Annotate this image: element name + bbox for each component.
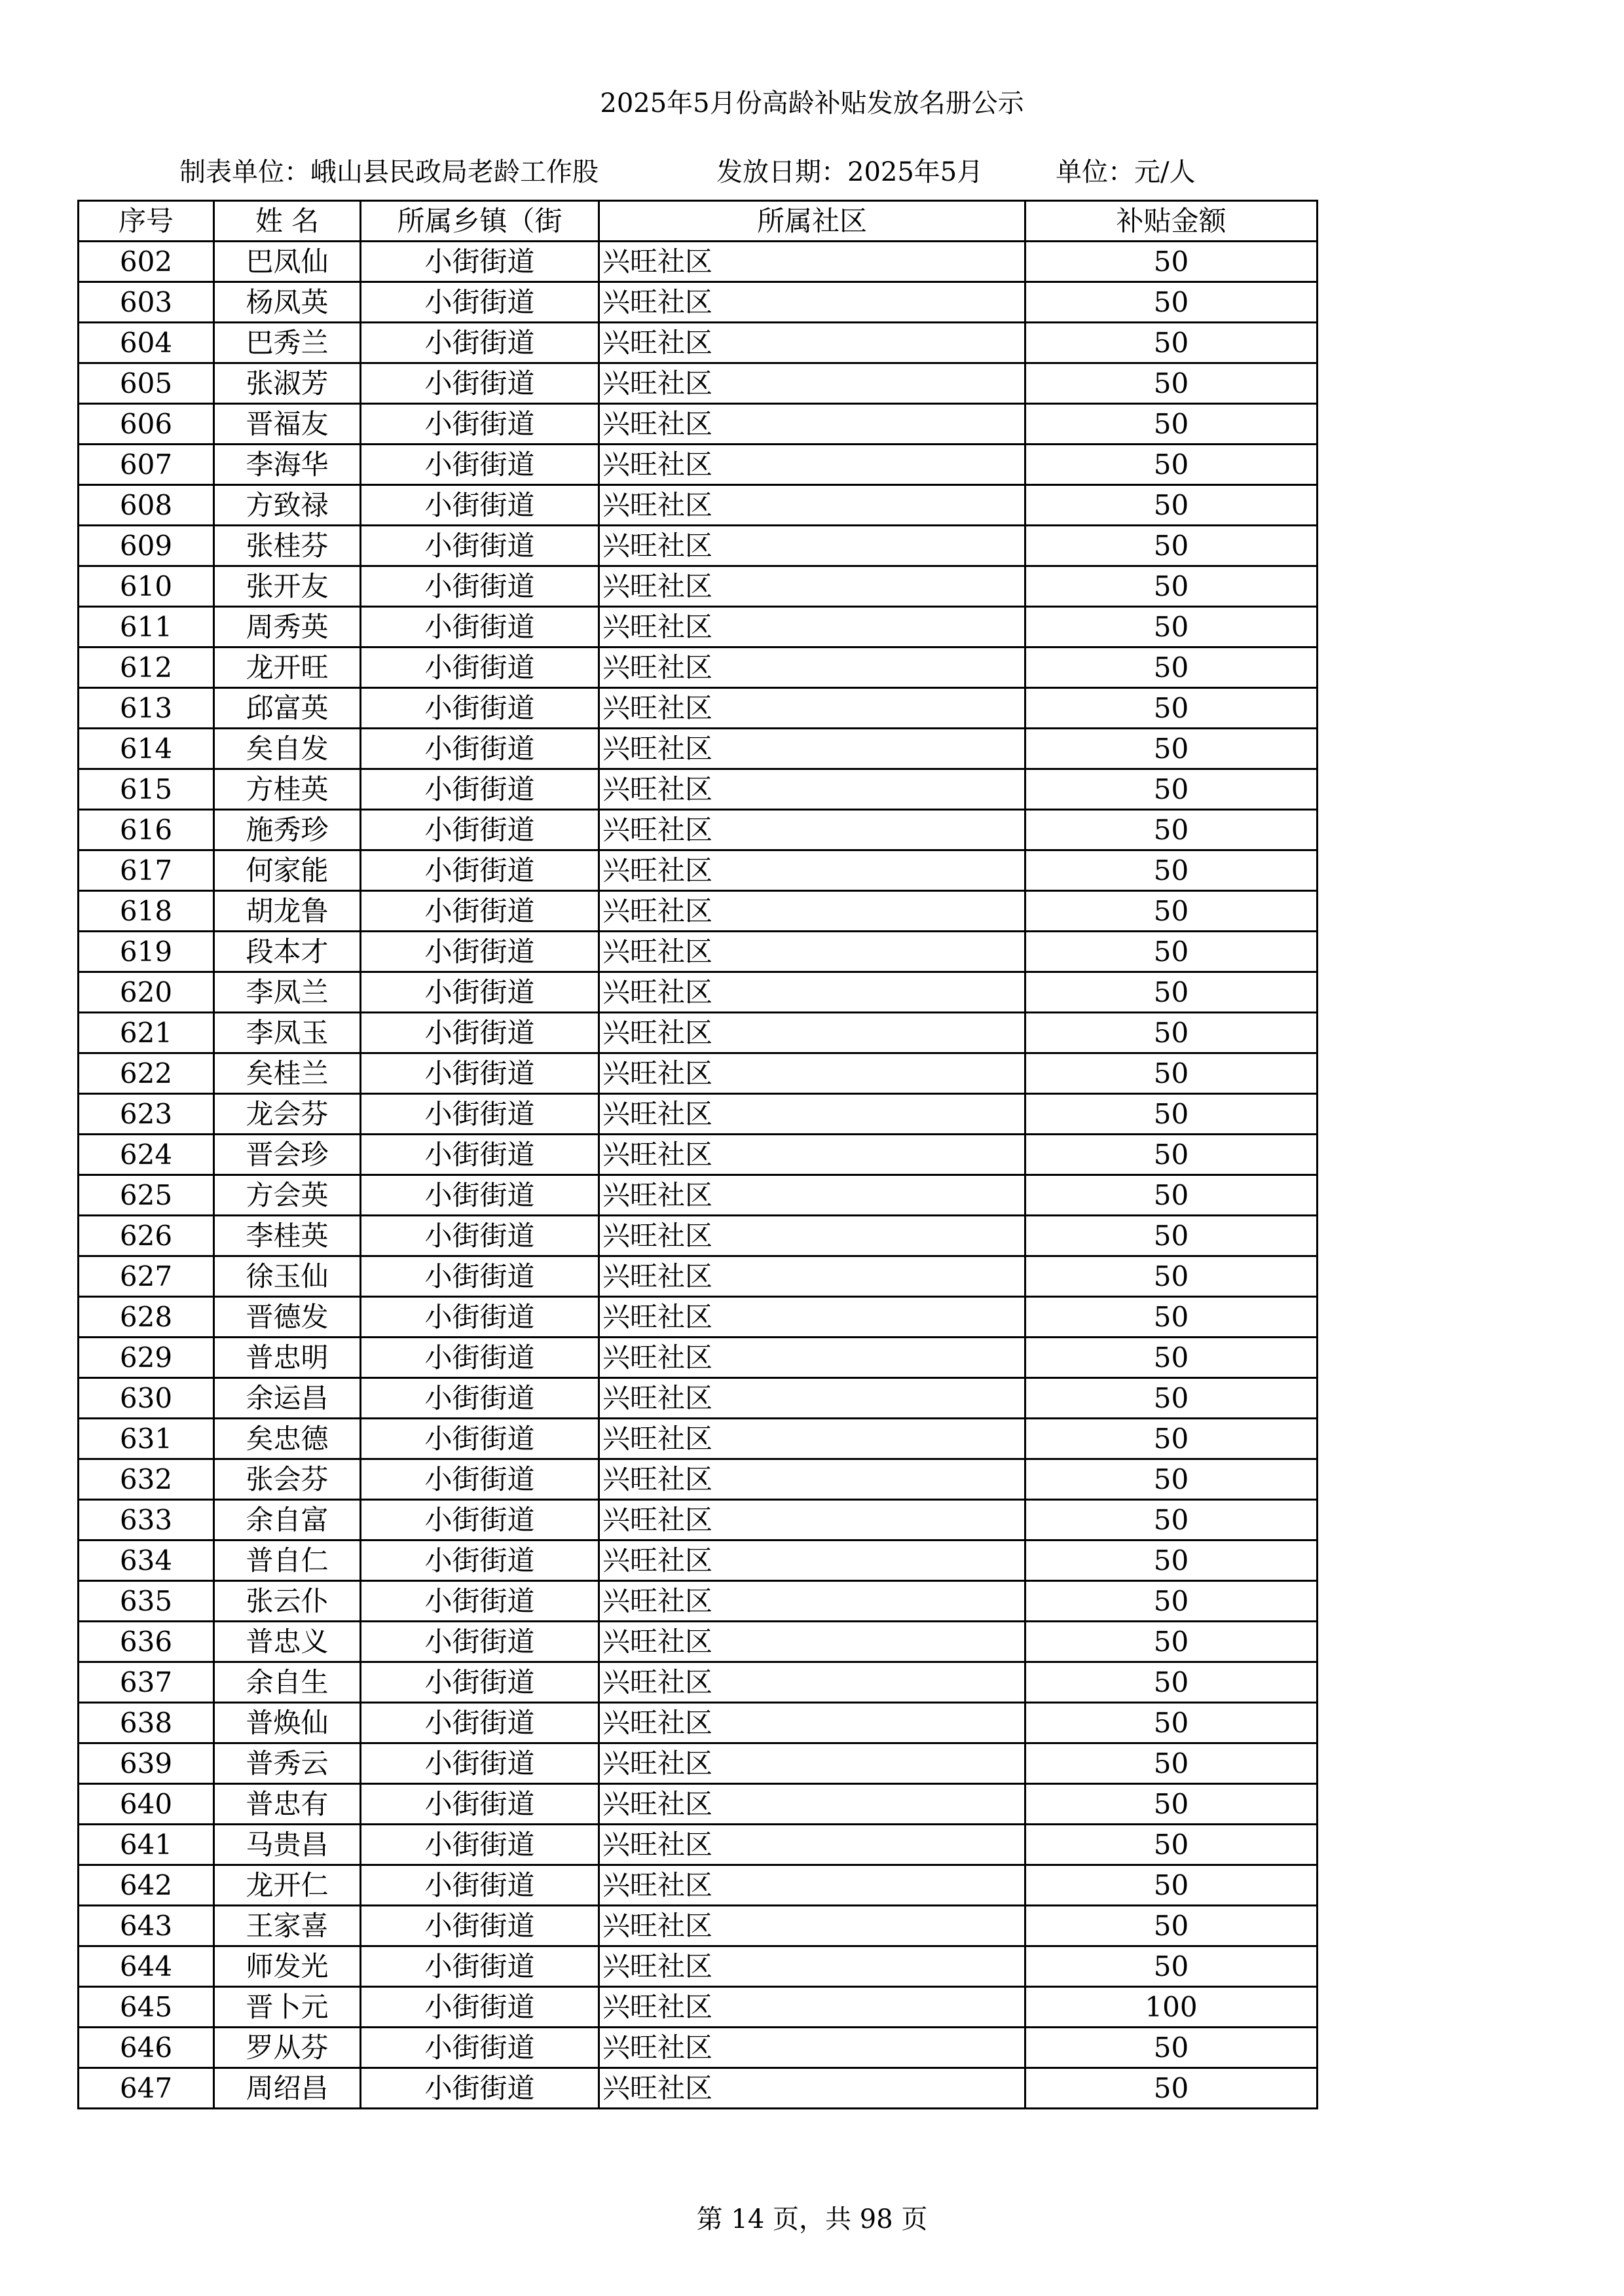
cell-serial-number: 612 — [79, 647, 214, 688]
cell-township: 小街街道 — [361, 1906, 599, 1946]
cell-serial-number: 623 — [79, 1094, 214, 1135]
cell-subsidy-amount: 50 — [1025, 850, 1318, 891]
cell-township: 小街街道 — [361, 1013, 599, 1053]
table-row — [79, 688, 1318, 729]
table-row — [79, 1865, 1318, 1906]
cell-township: 小街街道 — [361, 1419, 599, 1459]
table-row — [79, 242, 1318, 282]
cell-name: 巴凤仙 — [214, 242, 361, 282]
table-row — [79, 1743, 1318, 1784]
cell-subsidy-amount: 50 — [1025, 972, 1318, 1013]
cell-subsidy-amount: 50 — [1025, 1622, 1318, 1662]
cell-serial-number: 602 — [79, 242, 214, 282]
table-row — [79, 1946, 1318, 1987]
cell-name: 何家能 — [214, 850, 361, 891]
cell-serial-number: 619 — [79, 932, 214, 972]
cell-community: 兴旺社区 — [599, 323, 1025, 363]
cell-subsidy-amount: 50 — [1025, 1135, 1318, 1175]
cell-serial-number: 630 — [79, 1378, 214, 1419]
cell-community: 兴旺社区 — [599, 1459, 1025, 1500]
currency-unit: 单位：元/人 — [1056, 157, 1196, 187]
cell-township: 小街街道 — [361, 1500, 599, 1540]
cell-name: 矣忠德 — [214, 1419, 361, 1459]
cell-subsidy-amount: 50 — [1025, 1540, 1318, 1581]
cell-name: 晋德发 — [214, 1297, 361, 1338]
cell-subsidy-amount: 50 — [1025, 445, 1318, 485]
cell-name: 师发光 — [214, 1946, 361, 1987]
cell-name: 普秀云 — [214, 1743, 361, 1784]
cell-township: 小街街道 — [361, 445, 599, 485]
cell-name: 余运昌 — [214, 1378, 361, 1419]
cell-township: 小街街道 — [361, 1581, 599, 1622]
table-row — [79, 1825, 1318, 1865]
cell-subsidy-amount: 50 — [1025, 932, 1318, 972]
cell-serial-number: 633 — [79, 1500, 214, 1540]
cell-serial-number: 646 — [79, 2028, 214, 2068]
cell-serial-number: 644 — [79, 1946, 214, 1987]
cell-community: 兴旺社区 — [599, 1622, 1025, 1662]
cell-community: 兴旺社区 — [599, 242, 1025, 282]
cell-name: 马贵昌 — [214, 1825, 361, 1865]
cell-community: 兴旺社区 — [599, 282, 1025, 323]
cell-community: 兴旺社区 — [599, 1216, 1025, 1256]
table-row — [79, 850, 1318, 891]
cell-community: 兴旺社区 — [599, 1256, 1025, 1297]
cell-township: 小街街道 — [361, 1825, 599, 1865]
cell-name: 李凤兰 — [214, 972, 361, 1013]
cell-township: 小街街道 — [361, 1053, 599, 1094]
table-row — [79, 323, 1318, 363]
cell-serial-number: 613 — [79, 688, 214, 729]
cell-township: 小街街道 — [361, 1094, 599, 1135]
table-row — [79, 1987, 1318, 2028]
cell-name: 王家喜 — [214, 1906, 361, 1946]
cell-community: 兴旺社区 — [599, 1784, 1025, 1825]
cell-name: 余自富 — [214, 1500, 361, 1540]
cell-serial-number: 607 — [79, 445, 214, 485]
cell-township: 小街街道 — [361, 404, 599, 445]
cell-subsidy-amount: 50 — [1025, 526, 1318, 566]
header-community: 所属社区 — [599, 201, 1025, 242]
table-row — [79, 566, 1318, 607]
cell-community: 兴旺社区 — [599, 810, 1025, 850]
cell-name: 矣自发 — [214, 729, 361, 769]
table-row — [79, 445, 1318, 485]
cell-township: 小街街道 — [361, 1865, 599, 1906]
cell-township: 小街街道 — [361, 1662, 599, 1703]
cell-serial-number: 632 — [79, 1459, 214, 1500]
table-row — [79, 810, 1318, 850]
table-row — [79, 1216, 1318, 1256]
cell-township: 小街街道 — [361, 242, 599, 282]
cell-subsidy-amount: 50 — [1025, 1743, 1318, 1784]
cell-name: 龙开旺 — [214, 647, 361, 688]
cell-subsidy-amount: 50 — [1025, 1825, 1318, 1865]
cell-subsidy-amount: 50 — [1025, 242, 1318, 282]
cell-township: 小街街道 — [361, 1703, 599, 1743]
cell-name: 方会英 — [214, 1175, 361, 1216]
cell-township: 小街街道 — [361, 810, 599, 850]
cell-subsidy-amount: 50 — [1025, 566, 1318, 607]
table-row — [79, 1256, 1318, 1297]
cell-township: 小街街道 — [361, 1338, 599, 1378]
cell-name: 胡龙鲁 — [214, 891, 361, 932]
cell-serial-number: 640 — [79, 1784, 214, 1825]
table-row — [79, 485, 1318, 526]
table-row — [79, 282, 1318, 323]
cell-serial-number: 608 — [79, 485, 214, 526]
table-row — [79, 1053, 1318, 1094]
cell-community: 兴旺社区 — [599, 445, 1025, 485]
cell-subsidy-amount: 50 — [1025, 1662, 1318, 1703]
cell-community: 兴旺社区 — [599, 1906, 1025, 1946]
cell-subsidy-amount: 50 — [1025, 1906, 1318, 1946]
cell-subsidy-amount: 50 — [1025, 891, 1318, 932]
cell-township: 小街街道 — [361, 647, 599, 688]
table-row — [79, 1378, 1318, 1419]
table-row — [79, 647, 1318, 688]
cell-name: 张会芬 — [214, 1459, 361, 1500]
cell-serial-number: 629 — [79, 1338, 214, 1378]
table-row — [79, 1703, 1318, 1743]
table-row — [79, 1500, 1318, 1540]
cell-township: 小街街道 — [361, 1135, 599, 1175]
cell-subsidy-amount: 50 — [1025, 1865, 1318, 1906]
cell-serial-number: 634 — [79, 1540, 214, 1581]
cell-serial-number: 611 — [79, 607, 214, 647]
cell-township: 小街街道 — [361, 972, 599, 1013]
cell-serial-number: 618 — [79, 891, 214, 932]
cell-subsidy-amount: 50 — [1025, 323, 1318, 363]
cell-township: 小街街道 — [361, 607, 599, 647]
cell-name: 施秀珍 — [214, 810, 361, 850]
table-row — [79, 363, 1318, 404]
cell-community: 兴旺社区 — [599, 1135, 1025, 1175]
cell-township: 小街街道 — [361, 2068, 599, 2109]
cell-township: 小街街道 — [361, 526, 599, 566]
issue-date: 发放日期：2025年5月 — [716, 157, 984, 187]
cell-subsidy-amount: 50 — [1025, 810, 1318, 850]
cell-serial-number: 643 — [79, 1906, 214, 1946]
cell-subsidy-amount: 50 — [1025, 2068, 1318, 2109]
cell-community: 兴旺社区 — [599, 1094, 1025, 1135]
cell-serial-number: 614 — [79, 729, 214, 769]
table-row — [79, 1784, 1318, 1825]
table-row — [79, 1297, 1318, 1338]
cell-community: 兴旺社区 — [599, 1013, 1025, 1053]
header-subsidy-amount: 补贴金额 — [1025, 201, 1318, 242]
cell-subsidy-amount: 50 — [1025, 1053, 1318, 1094]
cell-serial-number: 642 — [79, 1865, 214, 1906]
cell-community: 兴旺社区 — [599, 1865, 1025, 1906]
table-row — [79, 1094, 1318, 1135]
header-township: 所属乡镇（街 — [361, 201, 599, 242]
cell-serial-number: 604 — [79, 323, 214, 363]
table-row — [79, 1540, 1318, 1581]
header-name: 姓 名 — [214, 201, 361, 242]
cell-name: 普忠明 — [214, 1338, 361, 1378]
cell-community: 兴旺社区 — [599, 363, 1025, 404]
cell-name: 龙会芬 — [214, 1094, 361, 1135]
table-row — [79, 404, 1318, 445]
cell-serial-number: 621 — [79, 1013, 214, 1053]
cell-serial-number: 641 — [79, 1825, 214, 1865]
cell-name: 普焕仙 — [214, 1703, 361, 1743]
table-header-row — [79, 201, 1318, 242]
cell-subsidy-amount: 50 — [1025, 1378, 1318, 1419]
cell-township: 小街街道 — [361, 1378, 599, 1419]
cell-township: 小街街道 — [361, 1622, 599, 1662]
cell-subsidy-amount: 50 — [1025, 729, 1318, 769]
table-row — [79, 972, 1318, 1013]
cell-township: 小街街道 — [361, 1540, 599, 1581]
table-row — [79, 769, 1318, 810]
cell-community: 兴旺社区 — [599, 688, 1025, 729]
cell-community: 兴旺社区 — [599, 1987, 1025, 2028]
cell-name: 李凤玉 — [214, 1013, 361, 1053]
cell-name: 罗从芬 — [214, 2028, 361, 2068]
cell-name: 段本才 — [214, 932, 361, 972]
cell-community: 兴旺社区 — [599, 1338, 1025, 1378]
cell-serial-number: 617 — [79, 850, 214, 891]
cell-serial-number: 605 — [79, 363, 214, 404]
cell-township: 小街街道 — [361, 688, 599, 729]
table-row — [79, 1135, 1318, 1175]
cell-township: 小街街道 — [361, 769, 599, 810]
table-row — [79, 932, 1318, 972]
cell-subsidy-amount: 50 — [1025, 404, 1318, 445]
cell-name: 徐玉仙 — [214, 1256, 361, 1297]
page-number: 第 14 页，共 98 页 — [696, 2204, 928, 2234]
cell-community: 兴旺社区 — [599, 1703, 1025, 1743]
cell-subsidy-amount: 50 — [1025, 2028, 1318, 2068]
cell-township: 小街街道 — [361, 363, 599, 404]
header-serial-number: 序号 — [79, 201, 214, 242]
cell-community: 兴旺社区 — [599, 1581, 1025, 1622]
cell-community: 兴旺社区 — [599, 2068, 1025, 2109]
cell-community: 兴旺社区 — [599, 1053, 1025, 1094]
table-row — [79, 1906, 1318, 1946]
cell-serial-number: 616 — [79, 810, 214, 850]
cell-name: 龙开仁 — [214, 1865, 361, 1906]
table-row — [79, 1013, 1318, 1053]
cell-serial-number: 606 — [79, 404, 214, 445]
cell-community: 兴旺社区 — [599, 2028, 1025, 2068]
cell-township: 小街街道 — [361, 566, 599, 607]
table-row — [79, 1338, 1318, 1378]
cell-community: 兴旺社区 — [599, 972, 1025, 1013]
cell-township: 小街街道 — [361, 1459, 599, 1500]
cell-community: 兴旺社区 — [599, 1378, 1025, 1419]
cell-serial-number: 627 — [79, 1256, 214, 1297]
cell-serial-number: 628 — [79, 1297, 214, 1338]
cell-community: 兴旺社区 — [599, 485, 1025, 526]
cell-name: 张桂芬 — [214, 526, 361, 566]
cell-township: 小街街道 — [361, 485, 599, 526]
cell-subsidy-amount: 50 — [1025, 1946, 1318, 1987]
cell-community: 兴旺社区 — [599, 1825, 1025, 1865]
cell-township: 小街街道 — [361, 850, 599, 891]
cell-serial-number: 622 — [79, 1053, 214, 1094]
cell-township: 小街街道 — [361, 1297, 599, 1338]
cell-township: 小街街道 — [361, 2028, 599, 2068]
cell-township: 小街街道 — [361, 729, 599, 769]
cell-subsidy-amount: 50 — [1025, 1216, 1318, 1256]
cell-subsidy-amount: 50 — [1025, 1581, 1318, 1622]
table-row — [79, 607, 1318, 647]
cell-township: 小街街道 — [361, 932, 599, 972]
cell-serial-number: 624 — [79, 1135, 214, 1175]
cell-subsidy-amount: 50 — [1025, 607, 1318, 647]
cell-name: 周绍昌 — [214, 2068, 361, 2109]
cell-subsidy-amount: 50 — [1025, 1297, 1318, 1338]
cell-community: 兴旺社区 — [599, 1540, 1025, 1581]
table-row — [79, 729, 1318, 769]
cell-subsidy-amount: 50 — [1025, 1459, 1318, 1500]
cell-serial-number: 615 — [79, 769, 214, 810]
cell-name: 方桂英 — [214, 769, 361, 810]
cell-subsidy-amount: 50 — [1025, 363, 1318, 404]
cell-name: 普忠有 — [214, 1784, 361, 1825]
compiling-unit: 制表单位：峨山县民政局老龄工作股 — [179, 157, 599, 187]
cell-community: 兴旺社区 — [599, 1500, 1025, 1540]
cell-township: 小街街道 — [361, 1175, 599, 1216]
cell-name: 方致禄 — [214, 485, 361, 526]
cell-name: 晋福友 — [214, 404, 361, 445]
cell-serial-number: 637 — [79, 1662, 214, 1703]
cell-community: 兴旺社区 — [599, 566, 1025, 607]
cell-community: 兴旺社区 — [599, 1175, 1025, 1216]
cell-community: 兴旺社区 — [599, 932, 1025, 972]
cell-community: 兴旺社区 — [599, 1297, 1025, 1338]
cell-township: 小街街道 — [361, 1743, 599, 1784]
table-row — [79, 2068, 1318, 2109]
table-row — [79, 1175, 1318, 1216]
cell-name: 普忠义 — [214, 1622, 361, 1662]
cell-serial-number: 620 — [79, 972, 214, 1013]
cell-name: 巴秀兰 — [214, 323, 361, 363]
cell-serial-number: 603 — [79, 282, 214, 323]
cell-subsidy-amount: 50 — [1025, 769, 1318, 810]
cell-serial-number: 609 — [79, 526, 214, 566]
cell-name: 矣桂兰 — [214, 1053, 361, 1094]
table-row — [79, 891, 1318, 932]
table-row — [79, 1622, 1318, 1662]
cell-community: 兴旺社区 — [599, 1662, 1025, 1703]
cell-name: 张淑芳 — [214, 363, 361, 404]
cell-township: 小街街道 — [361, 1784, 599, 1825]
cell-community: 兴旺社区 — [599, 850, 1025, 891]
cell-name: 普自仁 — [214, 1540, 361, 1581]
cell-name: 邱富英 — [214, 688, 361, 729]
table-body — [79, 242, 1318, 2109]
cell-township: 小街街道 — [361, 1256, 599, 1297]
cell-subsidy-amount: 50 — [1025, 1338, 1318, 1378]
cell-name: 李海华 — [214, 445, 361, 485]
cell-subsidy-amount: 50 — [1025, 647, 1318, 688]
table-row — [79, 1662, 1318, 1703]
cell-serial-number: 647 — [79, 2068, 214, 2109]
table-row — [79, 1419, 1318, 1459]
cell-serial-number: 638 — [79, 1703, 214, 1743]
cell-name: 晋会珍 — [214, 1135, 361, 1175]
table-row — [79, 526, 1318, 566]
cell-township: 小街街道 — [361, 1946, 599, 1987]
cell-township: 小街街道 — [361, 1987, 599, 2028]
cell-name: 张云仆 — [214, 1581, 361, 1622]
cell-subsidy-amount: 50 — [1025, 688, 1318, 729]
cell-community: 兴旺社区 — [599, 1419, 1025, 1459]
cell-name: 杨凤英 — [214, 282, 361, 323]
table-row — [79, 1581, 1318, 1622]
cell-community: 兴旺社区 — [599, 607, 1025, 647]
cell-community: 兴旺社区 — [599, 647, 1025, 688]
cell-community: 兴旺社区 — [599, 526, 1025, 566]
cell-township: 小街街道 — [361, 1216, 599, 1256]
table-row — [79, 2028, 1318, 2068]
cell-subsidy-amount: 50 — [1025, 1419, 1318, 1459]
cell-name: 张开友 — [214, 566, 361, 607]
cell-community: 兴旺社区 — [599, 1946, 1025, 1987]
cell-subsidy-amount: 50 — [1025, 485, 1318, 526]
cell-subsidy-amount: 100 — [1025, 1987, 1318, 2028]
cell-subsidy-amount: 50 — [1025, 1256, 1318, 1297]
cell-community: 兴旺社区 — [599, 404, 1025, 445]
cell-serial-number: 610 — [79, 566, 214, 607]
cell-township: 小街街道 — [361, 282, 599, 323]
cell-township: 小街街道 — [361, 891, 599, 932]
table-row — [79, 1459, 1318, 1500]
cell-subsidy-amount: 50 — [1025, 1500, 1318, 1540]
cell-serial-number: 625 — [79, 1175, 214, 1216]
cell-name: 晋卜元 — [214, 1987, 361, 2028]
page-title: 2025年5月份高龄补贴发放名册公示 — [600, 88, 1024, 118]
cell-subsidy-amount: 50 — [1025, 282, 1318, 323]
cell-serial-number: 636 — [79, 1622, 214, 1662]
cell-subsidy-amount: 50 — [1025, 1094, 1318, 1135]
cell-community: 兴旺社区 — [599, 729, 1025, 769]
cell-subsidy-amount: 50 — [1025, 1013, 1318, 1053]
cell-township: 小街街道 — [361, 323, 599, 363]
cell-serial-number: 626 — [79, 1216, 214, 1256]
cell-name: 周秀英 — [214, 607, 361, 647]
cell-serial-number: 635 — [79, 1581, 214, 1622]
cell-serial-number: 639 — [79, 1743, 214, 1784]
subsidy-roster-table — [77, 200, 1318, 2109]
cell-name: 余自生 — [214, 1662, 361, 1703]
cell-serial-number: 631 — [79, 1419, 214, 1459]
cell-community: 兴旺社区 — [599, 1743, 1025, 1784]
cell-community: 兴旺社区 — [599, 891, 1025, 932]
cell-serial-number: 645 — [79, 1987, 214, 2028]
cell-community: 兴旺社区 — [599, 769, 1025, 810]
cell-subsidy-amount: 50 — [1025, 1175, 1318, 1216]
cell-subsidy-amount: 50 — [1025, 1784, 1318, 1825]
cell-subsidy-amount: 50 — [1025, 1703, 1318, 1743]
cell-name: 李桂英 — [214, 1216, 361, 1256]
